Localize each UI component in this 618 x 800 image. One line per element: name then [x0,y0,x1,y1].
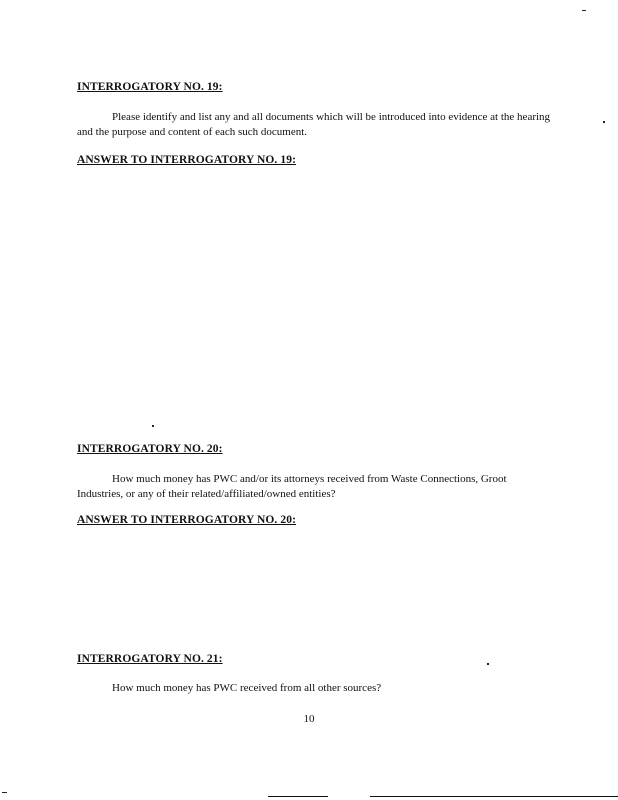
scan-edge-line [268,796,328,797]
interrogatory-21-question: How much money has PWC received from all other sources? [112,682,382,694]
page-number: 10 [303,713,315,725]
scan-speck [582,10,586,11]
interrogatory-19-heading: INTERROGATORY NO. 19: [77,81,223,93]
scan-speck [152,425,154,427]
interrogatory-19-question: Please identify and list any and all documents which will be introduced into evidence at the hearing and the purpose and content of each such document. [77,111,551,138]
scan-speck [603,121,605,123]
scan-edge-line [370,796,618,797]
interrogatory-21-heading: INTERROGATORY NO. 21: [77,653,223,665]
answer-20-heading: ANSWER TO INTERROGATORY NO. 20: [77,514,296,526]
interrogatory-20-heading: INTERROGATORY NO. 20: [77,443,223,455]
answer-19-heading: ANSWER TO INTERROGATORY NO. 19: [77,154,296,166]
scan-speck [487,663,489,665]
interrogatory-20-question: How much money has PWC and/or its attorneys received from Waste Connections, Groot Industries, or any of their related/affiliated/owned entities? [77,473,507,500]
scan-speck [2,792,7,793]
